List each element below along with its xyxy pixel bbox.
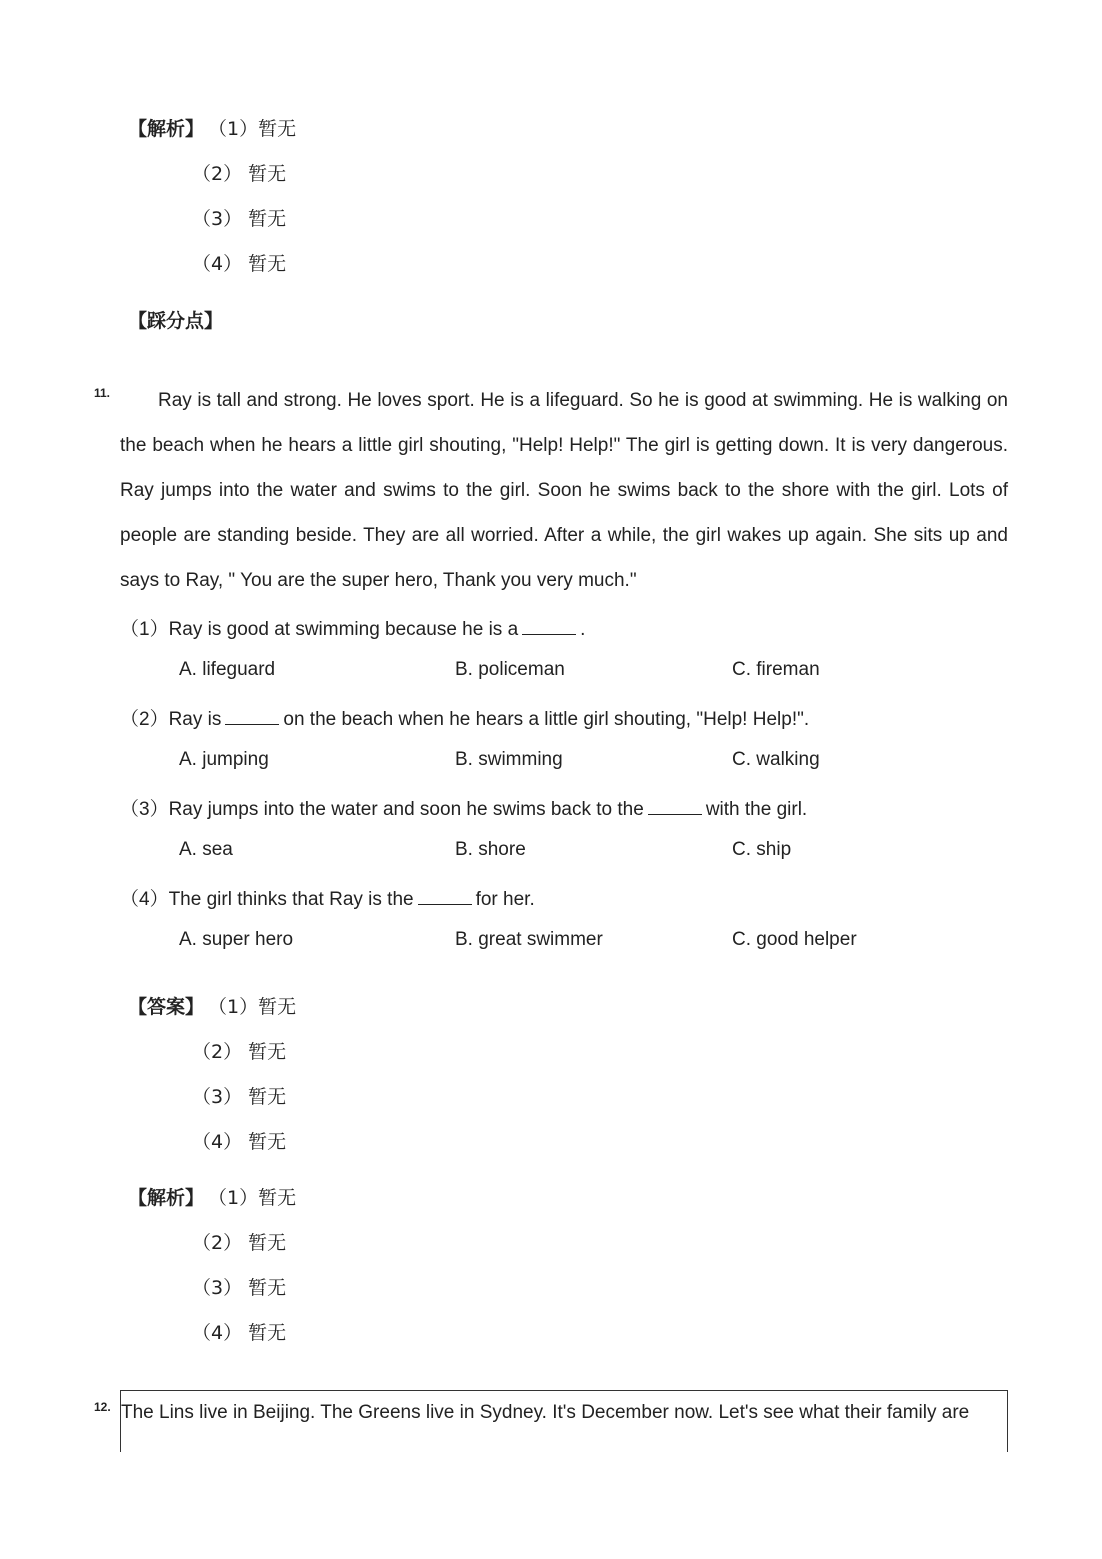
option-b[interactable]: B. policeman <box>455 659 565 680</box>
subquestion-number: （3） <box>120 799 169 820</box>
subquestion-text-after: . <box>580 619 586 640</box>
option-a[interactable]: A. super hero <box>179 929 294 950</box>
analysis-item-1: （1）暂无 <box>208 118 297 140</box>
answer-item-2: （2） 暂无 <box>192 1041 287 1063</box>
option-a[interactable]: A. lifeguard <box>179 659 276 680</box>
subquestion-text: Ray is good at swimming because he is a <box>168 619 519 640</box>
analysis-item-2: （2） 暂无 <box>192 1232 287 1254</box>
option-a[interactable]: A. jumping <box>179 749 269 770</box>
subquestion-number: （2） <box>120 709 169 730</box>
answer-item-3: （3） 暂无 <box>192 1086 287 1108</box>
question-number-11: 11. <box>94 386 111 400</box>
option-c[interactable]: C. good helper <box>732 929 857 950</box>
subquestion-text-after: on the beach when he hears a little girl shouting, "Help! Help!". <box>283 709 810 730</box>
subquestion-text: The girl thinks that Ray is the <box>168 889 414 910</box>
subquestion-number: （4） <box>120 889 169 910</box>
option-c[interactable]: C. fireman <box>732 659 820 680</box>
option-b[interactable]: B. shore <box>455 839 526 860</box>
subquestion-4 <box>120 884 535 911</box>
option-c[interactable]: C. walking <box>732 749 820 770</box>
analysis-item-3: （3） 暂无 <box>192 1277 287 1299</box>
analysis-label: 【解析】 <box>128 118 205 140</box>
question-number-12: 12. <box>94 1400 111 1414</box>
subquestion-text-after: for her. <box>475 889 535 910</box>
question-12-passage-box <box>120 1390 1008 1452</box>
analysis-label: 【解析】 <box>128 1187 205 1209</box>
question-11-passage <box>120 378 1008 603</box>
option-b[interactable]: B. swimming <box>455 749 563 770</box>
subquestion-text-after: with the girl. <box>705 799 808 820</box>
answer-blank[interactable] <box>418 886 472 905</box>
option-c[interactable]: C. ship <box>732 839 792 860</box>
analysis-item-4: （4） 暂无 <box>192 253 287 275</box>
option-b[interactable]: B. great swimmer <box>455 929 603 950</box>
passage-text: Ray is tall and strong. He loves sport. He is a lifeguard. So he is good at swimming. He is walking on the beach when he hears a little girl shouting, "Help! Help!" The girl is getting down. It is very dangerous. Ray jumps into the water and swims to the girl. Soon he swims back to the shore with the girl. Lots of people are standing beside. They are all worried. After a while, the girl wakes up again. She sits up and says to Ray, " You are the super hero, Thank you very much." <box>120 390 1008 591</box>
subquestion-text: Ray is <box>168 709 222 730</box>
answer-item-1: （1）暂无 <box>208 996 297 1018</box>
subquestion-1 <box>120 614 585 641</box>
analysis-item-3: （3） 暂无 <box>192 208 287 230</box>
subquestion-2 <box>120 704 809 731</box>
scoring-points-label: 【踩分点】 <box>128 310 224 332</box>
answer-blank[interactable] <box>648 796 702 815</box>
analysis-item-2: （2） 暂无 <box>192 163 287 185</box>
option-a[interactable]: A. sea <box>179 839 233 860</box>
subquestion-number: （1） <box>120 619 169 640</box>
subquestion-text: Ray jumps into the water and soon he swims back to the <box>168 799 644 820</box>
answer-label: 【答案】 <box>128 996 205 1018</box>
analysis-item-4: （4） 暂无 <box>192 1322 287 1344</box>
analysis-item-1: （1）暂无 <box>208 1187 297 1209</box>
answer-blank[interactable] <box>225 706 279 725</box>
subquestion-3 <box>120 794 807 821</box>
answer-blank[interactable] <box>522 616 576 635</box>
question-12-first-line: The Lins live in Beijing. The Greens live in Sydney. It's December now. Let's see what their family are <box>121 1402 970 1423</box>
answer-item-4: （4） 暂无 <box>192 1131 287 1153</box>
